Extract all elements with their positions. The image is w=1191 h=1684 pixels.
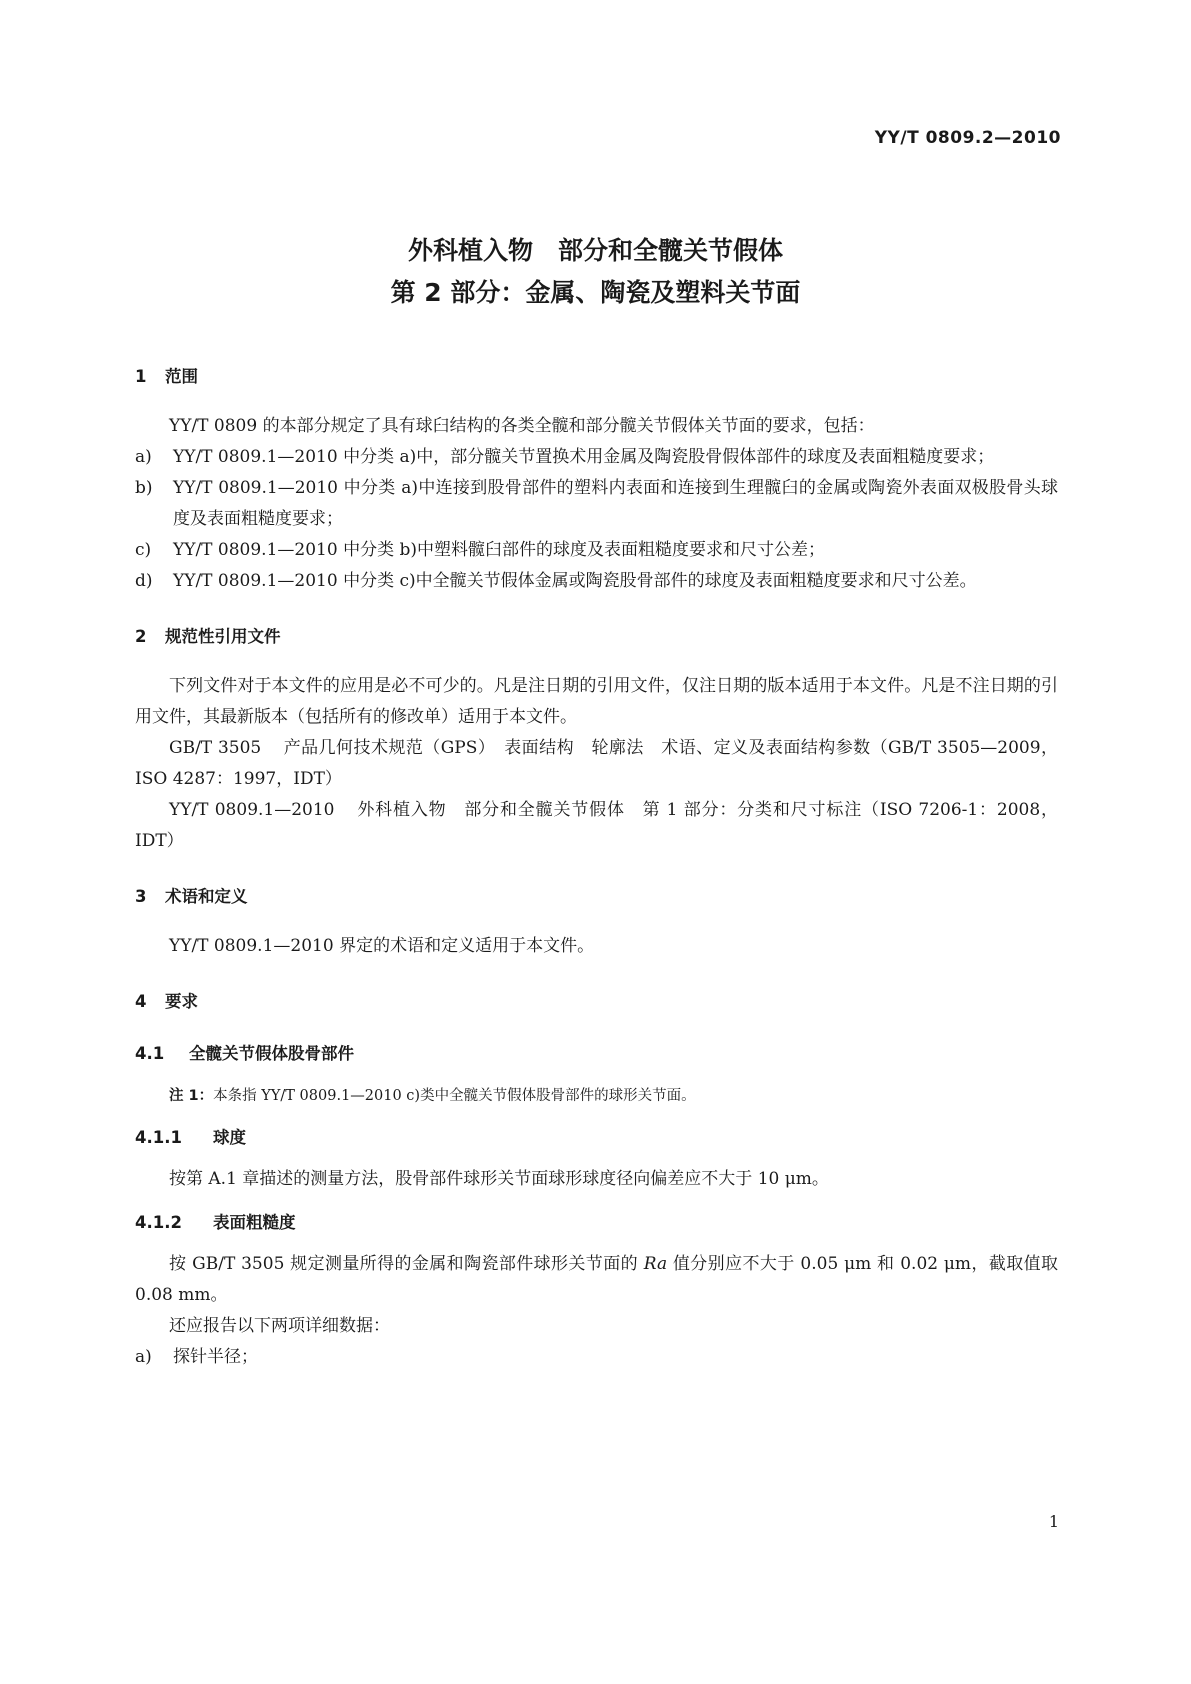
- page-number: 1: [1048, 1512, 1059, 1531]
- title-line-2: 第 2 部分：金属、陶瓷及塑料关节面: [390, 278, 801, 307]
- section-title: 球度: [213, 1128, 246, 1147]
- note-1: [135, 1084, 1058, 1108]
- normative-reference-1: [135, 733, 1058, 795]
- list-text: YY/T 0809.1—2010 中分类 a)中，部分髋关节置换术用金属及陶瓷股骨假体部件的球度及表面粗糙度要求；: [173, 447, 995, 467]
- list-text: YY/T 0809.1—2010 中分类 b)中塑料髋臼部件的球度及表面粗糙度要求和尺寸公差；: [173, 540, 825, 560]
- section-4-1-1-text: 按第 A.1 章描述的测量方法，股骨部件球形关节面球形球度径向偏差应不大于 10 μm。: [169, 1169, 829, 1189]
- section-2-heading: [135, 625, 1058, 649]
- section-number: 4.1.1: [135, 1128, 182, 1147]
- section-4-heading: [135, 990, 1058, 1014]
- note-text: 本条指 YY/T 0809.1—2010 c)类中全髋关节假体股骨部件的球形关节面。: [213, 1088, 696, 1104]
- list-item: [135, 535, 1058, 566]
- reference-title: 产品几何技术规范（GPS） 表面结构 轮廓法 术语、定义及表面结构参数（GB/T 3505—2009，ISO 4287：1997，IDT）: [135, 738, 1059, 789]
- section-1-intro: YY/T 0809 的本部分规定了具有球臼结构的各类全髋和部分髋关节假体关节面的要求，包括：: [169, 416, 875, 436]
- list-marker: b): [135, 478, 153, 498]
- section-number: 1: [135, 367, 147, 386]
- section-number: 4.1.2: [135, 1213, 182, 1232]
- section-title: 范围: [165, 367, 198, 386]
- section-4-1-1-heading: [135, 1126, 1058, 1150]
- standard-code: YY/T 0809.2—2010: [874, 128, 1061, 148]
- list-marker: c): [135, 540, 152, 560]
- text-segment: 值分别应不大于 0.05 μm 和 0.02 μm，截取值取 0.08 mm。: [135, 1254, 1058, 1305]
- document-body: [135, 365, 1058, 1373]
- list-item: [135, 566, 1058, 597]
- section-title: 术语和定义: [165, 887, 248, 906]
- section-number: 4: [135, 992, 147, 1011]
- section-title: 要求: [165, 992, 198, 1011]
- section-title: 表面粗糙度: [213, 1213, 296, 1232]
- reference-code: GB/T 3505: [169, 738, 262, 758]
- section-3-heading: [135, 885, 1058, 909]
- section-4-1-2-text-2: 还应报告以下两项详细数据：: [169, 1316, 390, 1336]
- note-label: 注 1：: [169, 1088, 214, 1104]
- list-text: YY/T 0809.1—2010 中分类 a)中连接到股骨部件的塑料内表面和连接到生理髋臼的金属或陶瓷外表面双极股骨头球度及表面粗糙度要求；: [173, 478, 1058, 529]
- list-marker: a): [135, 447, 152, 467]
- reference-code: YY/T 0809.1—2010: [169, 800, 335, 820]
- section-number: 4.1: [135, 1044, 165, 1063]
- section-title: 规范性引用文件: [165, 627, 281, 646]
- text-segment: 按 GB/T 3505 规定测量所得的金属和陶瓷部件球形关节面的: [169, 1254, 644, 1274]
- list-text: YY/T 0809.1—2010 中分类 c)中全髋关节假体金属或陶瓷股骨部件的球度及表面粗糙度要求和尺寸公差。: [173, 571, 977, 591]
- list-text: 探针半径；: [173, 1347, 258, 1367]
- list-marker: a): [135, 1347, 152, 1367]
- list-item: [135, 473, 1058, 535]
- reference-title: 外科植入物 部分和全髋关节假体 第 1 部分：分类和尺寸标注（ISO 7206-1：2008，IDT）: [135, 800, 1058, 851]
- section-4-1-2-heading: [135, 1211, 1058, 1235]
- section-1-heading: [135, 365, 1058, 389]
- document-title: [0, 230, 1191, 314]
- section-4-1-2-text: [135, 1249, 1058, 1311]
- title-line-1: 外科植入物 部分和全髋关节假体: [407, 236, 783, 265]
- section-number: 2: [135, 627, 147, 646]
- section-4-1-heading: [135, 1042, 1058, 1066]
- list-marker: d): [135, 571, 153, 591]
- list-item: [135, 1342, 1058, 1373]
- ra-symbol: Ra: [643, 1254, 668, 1274]
- section-number: 3: [135, 887, 147, 906]
- section-2-intro: 下列文件对于本文件的应用是必不可少的。凡是注日期的引用文件，仅注日期的版本适用于本文件。凡是不注日期的引用文件，其最新版本（包括所有的修改单）适用于本文件。: [135, 676, 1058, 727]
- section-title: 全髋关节假体股骨部件: [189, 1044, 354, 1063]
- list-item: [135, 442, 1058, 473]
- normative-reference-2: [135, 795, 1058, 857]
- section-3-text: YY/T 0809.1—2010 界定的术语和定义适用于本文件。: [169, 936, 595, 956]
